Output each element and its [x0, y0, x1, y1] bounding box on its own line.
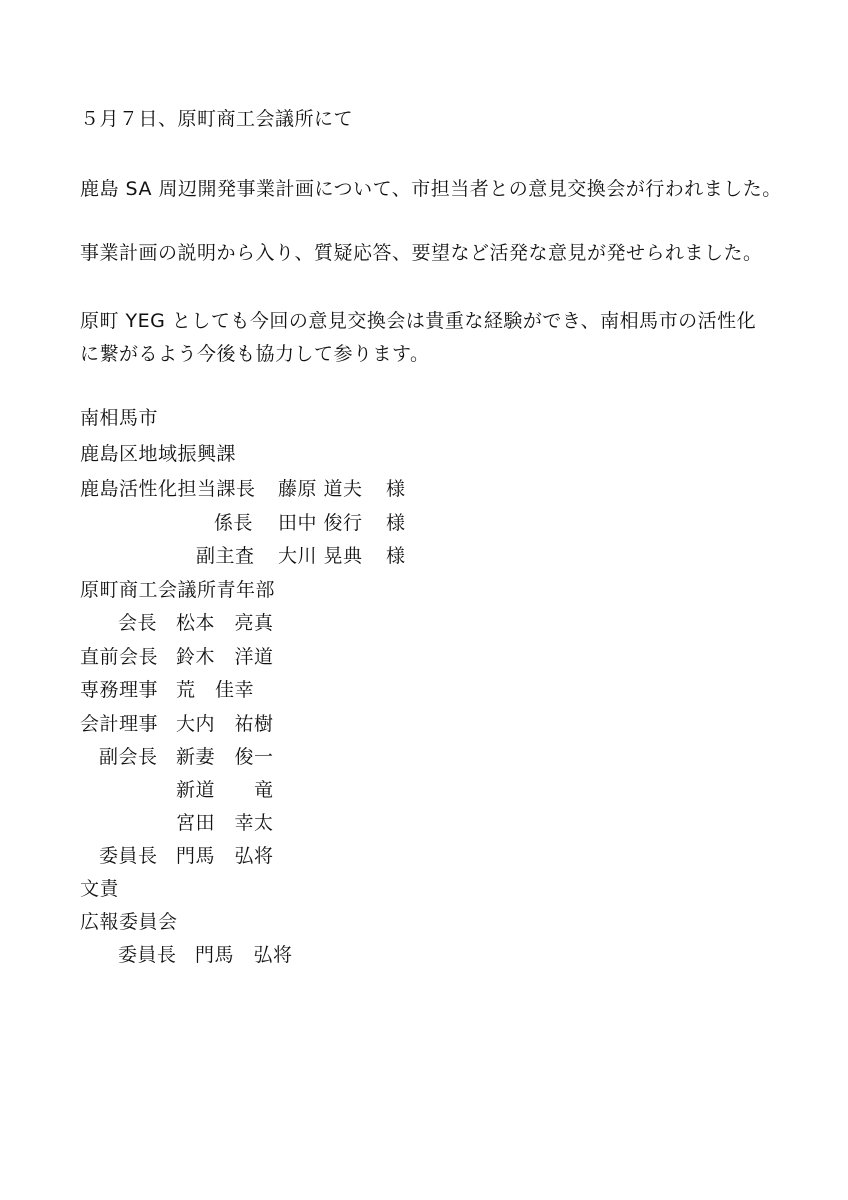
city-member-honorific: 様 — [386, 512, 406, 534]
yeg-member-name: 宮田 幸太 — [176, 812, 274, 834]
yeg-member-name: 鈴木 洋道 — [176, 646, 274, 668]
city-department: 鹿島区地域振興課 — [80, 443, 237, 465]
city-org-name: 南相馬市 — [80, 407, 159, 429]
paragraph-1: 鹿島 SA 周辺開発事業計画について、市担当者との意見交換会が行われました。 — [80, 178, 782, 200]
city-member-role: 副主査 — [196, 545, 255, 567]
committee-name: 広報委員会 — [80, 911, 178, 933]
city-member-honorific: 様 — [386, 545, 406, 567]
yeg-member-name: 門馬 弘将 — [176, 845, 274, 867]
yeg-member-role: 委員長 — [99, 845, 158, 867]
city-member-role: 係長 — [214, 512, 254, 534]
city-member-honorific: 様 — [386, 478, 406, 500]
yeg-member-role: 会計理事 — [80, 713, 159, 735]
paragraph-2: 事業計画の説明から入り、質疑応答、要望など活発な意見が発せられました。 — [80, 242, 763, 264]
yeg-member-role: 会長 — [118, 612, 158, 634]
yeg-member-role: 直前会長 — [80, 646, 159, 668]
yeg-member-name: 荒 佳幸 — [176, 679, 255, 701]
city-member-name: 大川 晃典 — [278, 545, 363, 567]
yeg-member-role: 専務理事 — [80, 679, 159, 701]
city-member-role: 鹿島活性化担当課長 — [80, 478, 256, 500]
city-member-name: 田中 俊行 — [278, 512, 363, 534]
yeg-member-name: 新妻 俊一 — [176, 746, 274, 768]
yeg-member-role: 副会長 — [99, 746, 158, 768]
city-member-name: 藤原 道夫 — [278, 478, 363, 500]
responsibility-label: 文責 — [80, 878, 120, 900]
yeg-org-name: 原町商工会議所青年部 — [80, 579, 276, 601]
yeg-member-name: 松本 亮真 — [176, 612, 274, 634]
paragraph-3-line-2: に繋がるよう今後も協力して参ります。 — [80, 343, 430, 365]
paragraph-3-line-1: 原町 YEG としても今回の意見交換会は貴重な経験ができ、南相馬市の活性化 — [80, 310, 757, 332]
yeg-member-name: 大内 祐樹 — [176, 713, 274, 735]
committee-chair-role: 委員長 — [118, 944, 177, 966]
date-location-line: ５月７日、原町商工会議所にて — [80, 108, 354, 130]
committee-chair-name: 門馬 弘将 — [195, 944, 293, 966]
yeg-member-name: 新道 竜 — [176, 779, 274, 801]
